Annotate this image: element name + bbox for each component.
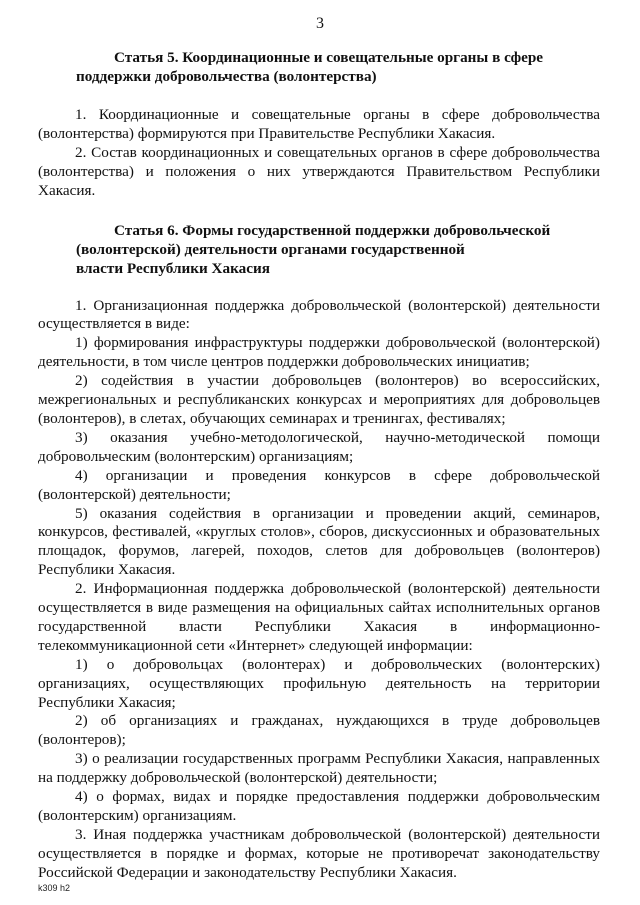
article-6-list-item: 2) об организациях и гражданах, нуждающихся в труде добровольцев (волонтеров); [38, 712, 600, 749]
article-6-list-item: 4) организации и проведения конкурсов в сфере добровольческой (волонтерской) деятельности; [38, 466, 600, 503]
article-6-heading-line: Статья 6. Формы государственной поддержки добровольческой [114, 221, 551, 239]
article-6-heading-line: власти Республики Хакасия [76, 259, 270, 277]
article-5-paragraph: 1. Координационные и совещательные органы в сфере добровольчества (волонтерства) формируются при Правительстве Республики Хакасия. [38, 106, 600, 142]
article-6-paragraph: 3. Иная поддержка участникам добровольческой (волонтерской) деятельности осуществляется в порядке и формах, которые не противоречат законодательству Российской Федерации и законодательству Республики Хакасия. [38, 825, 600, 881]
article-5-heading [76, 48, 592, 86]
article-6-list-item: 4) о формах, видах и порядке предоставления поддержки добровольческим (волонтерским) организациям. [38, 788, 600, 824]
article-6-list-item: 5) оказания содействия в организации и проведении акций, семинаров, конкурсов, фестивалей, «круглых столов», сборов, дискуссионных и образовательных площадок, форумов, лагерей, походов, слетов для добровольцев (волонтеров) Республики Хакасия. [38, 504, 600, 579]
document-code: k309 h2 [38, 883, 71, 893]
article-5-heading-line: поддержки добровольчества (волонтерства) [76, 68, 377, 85]
article-5-paragraph: 2. Состав координационных и совещательных органов в сфере добровольчества (волонтерства) и положения о них утверждаются Правительством Республики Хакасия. [38, 143, 600, 199]
page-content [38, 48, 600, 883]
article-6-paragraph: 1. Организационная поддержка добровольческой (волонтерской) деятельности осуществляется в виде: [38, 296, 600, 333]
article-6-list-item: 1) о добровольцах (волонтерах) и добровольческих (волонтерских) организациях, осуществляющих профильную деятельность на территории Республики Хакасия; [38, 655, 600, 711]
article-6-list-item: 3) о реализации государственных программ Республики Хакасия, направленных на поддержку добровольческой (волонтерской) деятельности; [38, 750, 600, 787]
article-6-list-item: 2) содействия в участии добровольцев (волонтеров) во всероссийских, межрегиональных и республиканских конкурсах и мероприятиях для добровольцев (волонтеров), в слетах, обучающих семинарах и тренингах, фестивалях; [38, 372, 600, 427]
article-6-list-item: 1) формирования инфраструктуры поддержки добровольческой (волонтерской) деятельности, в том числе центров поддержки добровольческих инициатив; [38, 334, 600, 371]
article-6-list-item: 3) оказания учебно-методологической, научно-методической помощи добровольческим (волонтерским) организациям; [38, 428, 600, 465]
article-5-heading-line: Статья 5. Координационные и совещательные органы в сфере [114, 49, 544, 66]
page-number: 3 [316, 15, 324, 32]
article-6-heading-line: (волонтерской) деятельности органами государственной [76, 240, 465, 258]
article-6-paragraph: 2. Информационная поддержка добровольческой (волонтерской) деятельности осуществляется в виде размещения на официальных сайтах исполнительных органов государственной власти Республики Хакасия в информационно-телекоммуникационной сети «Интернет» следующей информации: [38, 580, 600, 654]
article-6-heading [76, 221, 592, 278]
